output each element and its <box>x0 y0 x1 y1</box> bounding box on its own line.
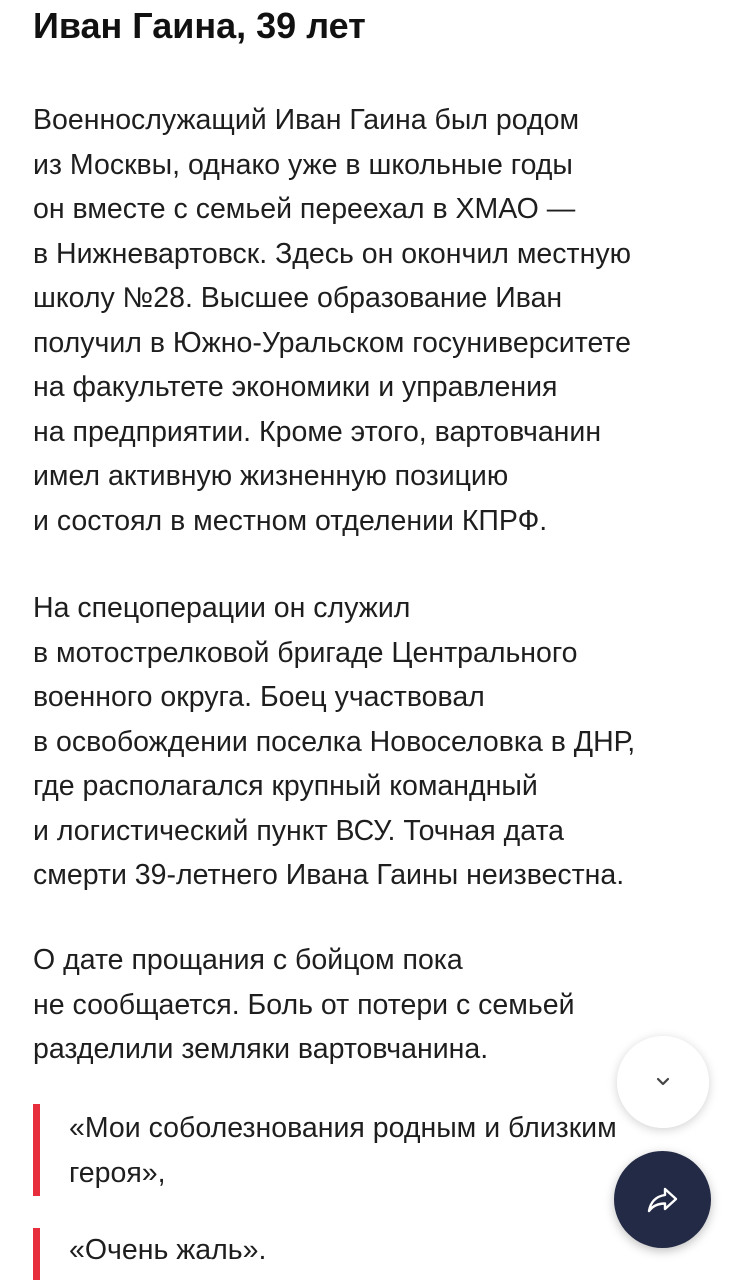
paragraph-line: не сообщается. Боль от потери с семьей <box>33 988 575 1021</box>
paragraph-line: школу №28. Высшее образование Иван <box>33 282 563 314</box>
paragraph-line: О дате прощания с бойцом пока <box>33 944 463 976</box>
paragraph-line: в Нижневартовск. Здесь он окончил местную <box>33 237 631 270</box>
share-arrow-icon <box>645 1185 681 1215</box>
quote-block <box>33 1228 733 1280</box>
paragraph-line: и логистический пункт ВСУ. Точная дата <box>33 814 565 847</box>
paragraph-line: на предприятии. Кроме этого, вартовчанин <box>33 415 602 448</box>
paragraph-service <box>33 586 635 898</box>
chevron-down-icon <box>653 1075 673 1089</box>
paragraph-line: в освобождении поселка Новоселовка в ДНР, <box>33 725 636 758</box>
paragraph-line: смерти 39-летнего Ивана Гаины неизвестна. <box>33 859 625 891</box>
article-headline: Иван Гаина, 39 лет <box>33 5 366 46</box>
quote-text <box>69 1228 266 1273</box>
paragraph-farewell <box>33 938 575 1072</box>
quote-accent-bar <box>33 1228 40 1280</box>
paragraph-line: в мотострелковой бригаде Центрального <box>33 636 578 669</box>
paragraph-line: получил в Южно-Уральском госуниверситете <box>33 326 631 359</box>
paragraph-line: из Москвы, однако уже в школьные годы <box>33 148 573 181</box>
paragraph-line: и состоял в местном отделении КПРФ. <box>33 504 548 537</box>
quote-line: «Мои соболезнования родным и близким <box>69 1112 617 1144</box>
paragraph-line: военного округа. Боец участвовал <box>33 681 485 713</box>
paragraph-line: На спецоперации он служил <box>33 592 411 624</box>
paragraph-line: он вместе с семьей переехал в ХМАО — <box>33 193 576 225</box>
paragraph-line: разделили земляки вартовчанина. <box>33 1033 489 1065</box>
paragraph-line: где располагался крупный командный <box>33 770 538 802</box>
quote-text <box>69 1106 617 1195</box>
expand-button[interactable] <box>617 1036 709 1128</box>
paragraph-line: Военнослужащий Иван Гаина был родом <box>33 104 580 136</box>
quote-line: «Очень жаль». <box>69 1234 267 1266</box>
quote-accent-bar <box>33 1104 40 1196</box>
paragraph-biography <box>33 98 631 543</box>
quote-line: героя», <box>69 1156 166 1189</box>
paragraph-line: на факультете экономики и управления <box>33 371 558 403</box>
share-button[interactable] <box>614 1151 711 1248</box>
paragraph-line: имел активную жизненную позицию <box>33 460 509 492</box>
